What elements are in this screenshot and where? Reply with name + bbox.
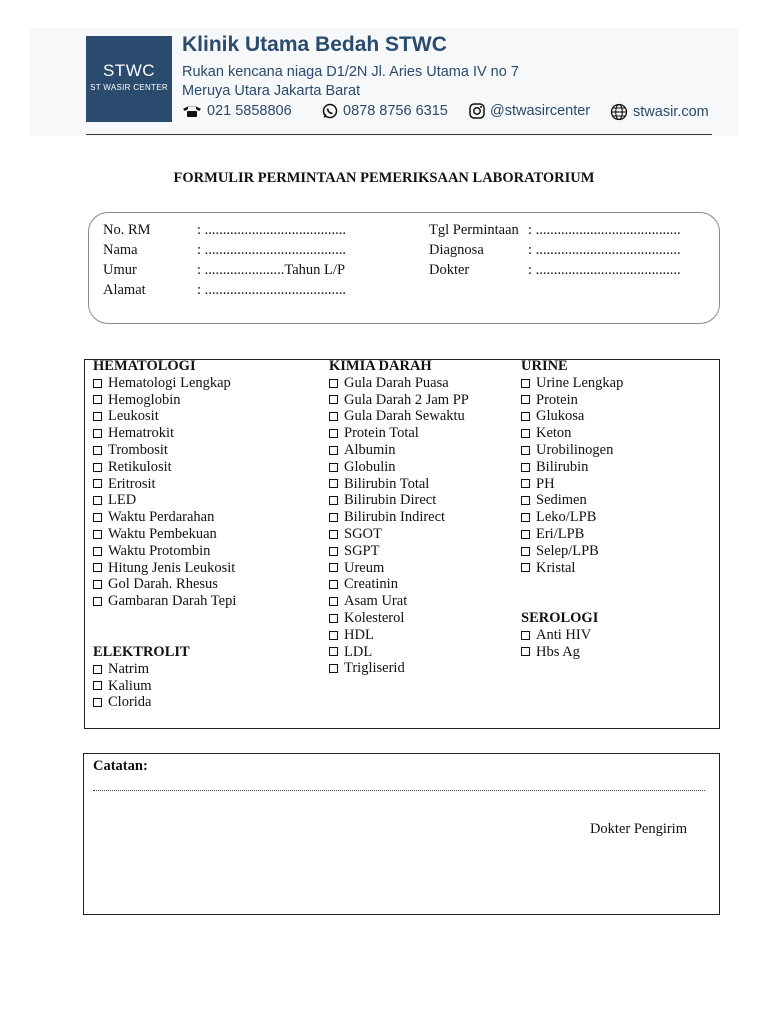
nama-field[interactable]: : .......................................	[197, 242, 347, 258]
test-option-hbs-ag[interactable]	[521, 644, 598, 661]
test-option-label: Eritrosit	[108, 475, 156, 492]
kimia-darah-section	[329, 358, 469, 677]
test-option-sgot[interactable]	[329, 526, 469, 543]
test-option-clorida[interactable]	[93, 694, 190, 711]
test-option-label: Selep/LPB	[536, 542, 599, 559]
checkbox[interactable]	[521, 429, 530, 438]
checkbox[interactable]	[329, 379, 338, 388]
globe-icon	[610, 103, 628, 121]
serologi-list	[521, 627, 598, 661]
checkbox[interactable]	[521, 496, 530, 505]
test-option-label: Hitung Jenis Leukosit	[108, 559, 236, 576]
checkbox[interactable]	[93, 563, 102, 572]
checkbox[interactable]	[93, 597, 102, 606]
test-option-label: Globulin	[344, 458, 396, 475]
umur-label: Umur	[103, 262, 137, 278]
checkbox[interactable]	[93, 681, 102, 690]
test-option-leko-lpb[interactable]	[521, 509, 623, 526]
section-title-serologi: SEROLOGI	[521, 610, 599, 626]
checkbox[interactable]	[329, 563, 338, 572]
test-option-label: Eri/LPB	[536, 525, 585, 542]
whatsapp-contact	[322, 103, 448, 119]
checkbox[interactable]	[93, 547, 102, 556]
checkbox[interactable]	[93, 479, 102, 488]
test-option-keton[interactable]	[521, 425, 623, 442]
test-option-label: Hbs Ag	[536, 643, 580, 660]
test-option-label: PH	[536, 475, 555, 492]
test-option-hematologi-lengkap[interactable]	[93, 375, 236, 392]
tgl-permintaan-field[interactable]: : ........................................	[528, 222, 681, 238]
dokter-label: Dokter	[429, 262, 470, 278]
checkbox[interactable]	[521, 395, 530, 404]
checkbox[interactable]	[521, 647, 530, 656]
test-option-gula-darah-sewaktu[interactable]	[329, 408, 469, 425]
section-title-hematologi: HEMATOLOGI	[93, 358, 196, 374]
checkbox[interactable]	[329, 664, 338, 673]
section-title-urine: URINE	[521, 358, 568, 374]
test-option-bilirubin-total[interactable]	[329, 476, 469, 493]
test-option-trombosit[interactable]	[93, 442, 236, 459]
dokter-field[interactable]: : ........................................	[528, 262, 681, 278]
test-option-sedimen[interactable]	[521, 492, 623, 509]
checkbox[interactable]	[521, 563, 530, 572]
checkbox[interactable]	[93, 580, 102, 589]
whatsapp-icon	[322, 103, 338, 119]
checkbox[interactable]	[329, 513, 338, 522]
notes-box	[83, 753, 720, 915]
test-option-selep-lpb[interactable]	[521, 543, 623, 560]
test-option-label: Bilirubin Direct	[344, 492, 437, 509]
serologi-section	[521, 610, 598, 660]
test-option-label: SGPT	[344, 542, 380, 559]
section-title-elektrolit: ELEKTROLIT	[93, 644, 190, 660]
test-option-glukosa[interactable]	[521, 408, 623, 425]
phone-contact	[182, 103, 292, 119]
test-option-leukosit[interactable]	[93, 408, 236, 425]
test-option-kalium[interactable]	[93, 678, 190, 695]
test-option-label: Natrim	[108, 660, 150, 677]
checkbox[interactable]	[329, 580, 338, 589]
checkbox[interactable]	[329, 631, 338, 640]
checkbox[interactable]	[93, 412, 102, 421]
test-option-bilirubin-direct[interactable]	[329, 492, 469, 509]
diagnosa-field[interactable]: : ........................................	[528, 242, 681, 258]
test-option-urine-lengkap[interactable]	[521, 375, 623, 392]
checkbox[interactable]	[521, 631, 530, 640]
test-option-label: Sedimen	[536, 492, 587, 509]
test-option-label: Leko/LPB	[536, 509, 597, 526]
whatsapp-number: 0878 8756 6315	[343, 103, 448, 119]
checkbox[interactable]	[521, 479, 530, 488]
test-option-ph[interactable]	[521, 476, 623, 493]
checkbox[interactable]	[329, 614, 338, 623]
test-option-label: Hematologi Lengkap	[108, 374, 231, 391]
test-option-led[interactable]	[93, 492, 236, 509]
phone-number: 021 5858806	[207, 103, 292, 119]
alamat-field[interactable]: : .......................................	[197, 282, 347, 298]
test-option-protein[interactable]	[521, 392, 623, 409]
checkbox[interactable]	[329, 479, 338, 488]
checkbox[interactable]	[521, 530, 530, 539]
test-option-urobilinogen[interactable]	[521, 442, 623, 459]
checkbox[interactable]	[93, 698, 102, 707]
test-option-label: Trigliserid	[344, 660, 405, 677]
checkbox[interactable]	[329, 429, 338, 438]
test-option-label: Ureum	[344, 559, 385, 576]
test-option-label: Bilirubin Total	[344, 475, 430, 492]
checkbox[interactable]	[521, 379, 530, 388]
test-option-natrim[interactable]	[93, 661, 190, 678]
urine-list	[521, 375, 623, 577]
alamat-label: Alamat	[103, 282, 146, 298]
test-option-label: HDL	[344, 626, 374, 643]
checkbox[interactable]	[329, 395, 338, 404]
checkbox[interactable]	[329, 446, 338, 455]
clinic-name: Klinik Utama Bedah STWC	[182, 33, 447, 56]
test-option-gula-darah-puasa[interactable]	[329, 375, 469, 392]
form-title: FORMULIR PERMINTAAN PEMERIKSAAN LABORATORIUM	[173, 170, 595, 186]
urine-section	[521, 358, 623, 576]
checkbox[interactable]	[93, 446, 102, 455]
test-option-gambaran-darah-tepi[interactable]	[93, 593, 236, 610]
umur-field[interactable]: : ......................Tahun L/P	[197, 262, 346, 278]
website-url: stwasir.com	[633, 104, 709, 120]
test-option-label: Urobilinogen	[536, 441, 614, 458]
test-option-label: Bilirubin Indirect	[344, 509, 446, 526]
test-option-hemoglobin[interactable]	[93, 392, 236, 409]
logo-subtext: ST WASIR CENTER	[90, 83, 168, 92]
test-option-label: Albumin	[344, 441, 396, 458]
test-option-hematrokit[interactable]	[93, 425, 236, 442]
test-option-label: LED	[108, 492, 137, 509]
test-option-label: Retikulosit	[108, 458, 172, 475]
test-option-anti-hiv[interactable]	[521, 627, 598, 644]
test-option-label: Kristal	[536, 559, 576, 576]
test-option-label: Keton	[536, 425, 572, 442]
checkbox[interactable]	[329, 647, 338, 656]
checkbox[interactable]	[329, 547, 338, 556]
test-option-label: Clorida	[108, 694, 152, 711]
checkbox[interactable]	[521, 446, 530, 455]
test-option-label: Gol Darah. Rhesus	[108, 576, 218, 593]
test-option-bilirubin-indirect[interactable]	[329, 509, 469, 526]
test-option-label: Trombosit	[108, 441, 168, 458]
test-option-label: Gula Darah Sewaktu	[344, 408, 465, 425]
checkbox[interactable]	[93, 379, 102, 388]
checkbox[interactable]	[93, 463, 102, 472]
checkbox[interactable]	[93, 395, 102, 404]
test-option-gula-darah-2-jam-pp[interactable]	[329, 392, 469, 409]
elektrolit-section	[93, 644, 190, 711]
test-option-hitung-jenis-leukosit[interactable]	[93, 560, 236, 577]
checkbox[interactable]	[521, 547, 530, 556]
test-option-albumin[interactable]	[329, 442, 469, 459]
checkbox[interactable]	[521, 412, 530, 421]
test-option-kolesterol[interactable]	[329, 610, 469, 627]
checkbox[interactable]	[521, 463, 530, 472]
test-option-trigliserid[interactable]	[329, 660, 469, 677]
test-option-eritrosit[interactable]	[93, 476, 236, 493]
diagnosa-label: Diagnosa	[429, 242, 484, 258]
instagram-handle: @stwasircenter	[490, 103, 591, 119]
checkbox[interactable]	[329, 496, 338, 505]
test-option-protein-total[interactable]	[329, 425, 469, 442]
test-option-label: Waktu Perdarahan	[108, 509, 215, 526]
notes-label: Catatan:	[93, 758, 148, 774]
instagram-contact	[469, 103, 590, 119]
checkbox[interactable]	[93, 429, 102, 438]
checkbox[interactable]	[521, 513, 530, 522]
notes-line[interactable]	[93, 790, 705, 791]
test-option-label: Glukosa	[536, 408, 585, 425]
test-option-label: Gambaran Darah Tepi	[108, 593, 237, 610]
checkbox[interactable]	[93, 665, 102, 674]
test-option-waktu-protombin[interactable]	[93, 543, 236, 560]
test-option-waktu-pembekuan[interactable]	[93, 526, 236, 543]
test-option-label: Gula Darah 2 Jam PP	[344, 391, 469, 408]
checkbox[interactable]	[329, 530, 338, 539]
checkbox[interactable]	[93, 530, 102, 539]
test-option-label: Bilirubin	[536, 458, 589, 475]
test-option-label: Hemoglobin	[108, 391, 181, 408]
elektrolit-list	[93, 661, 190, 711]
test-option-label: Protein Total	[344, 425, 419, 442]
website-contact	[610, 103, 709, 121]
no-rm-field[interactable]: : .......................................	[197, 222, 347, 238]
test-option-gol-darah-rhesus[interactable]	[93, 576, 236, 593]
test-option-ureum[interactable]	[329, 560, 469, 577]
test-option-label: Asam Urat	[344, 593, 408, 610]
section-title-kimia-darah: KIMIA DARAH	[329, 358, 432, 374]
nama-label: Nama	[103, 242, 138, 258]
checkbox[interactable]	[329, 597, 338, 606]
address-line-2: Meruya Utara Jakarta Barat	[182, 83, 361, 99]
test-option-retikulosit[interactable]	[93, 459, 236, 476]
test-option-eri-lpb[interactable]	[521, 526, 623, 543]
test-option-label: Urine Lengkap	[536, 374, 624, 391]
header-divider	[86, 134, 712, 135]
test-option-kristal[interactable]	[521, 560, 623, 577]
address-line-1: Rukan kencana niaga D1/2N Jl. Aries Utama IV no 7	[182, 64, 519, 80]
test-option-ldl[interactable]	[329, 644, 469, 661]
test-option-label: Protein	[536, 391, 578, 408]
clinic-logo	[86, 36, 172, 122]
test-option-label: Waktu Pembekuan	[108, 525, 217, 542]
test-option-label: Hematrokit	[108, 425, 175, 442]
test-option-label: Kolesterol	[344, 609, 405, 626]
checkbox[interactable]	[329, 412, 338, 421]
kimia-darah-list	[329, 375, 469, 677]
test-option-label: SGOT	[344, 525, 382, 542]
test-option-label: Anti HIV	[536, 626, 592, 643]
hematologi-section	[93, 358, 236, 610]
logo-text: STWC	[102, 61, 156, 80]
checkbox[interactable]	[329, 463, 338, 472]
test-option-label: LDL	[344, 643, 373, 660]
tgl-permintaan-label: Tgl Permintaan	[429, 222, 519, 238]
test-option-hdl[interactable]	[329, 627, 469, 644]
test-option-label: Leukosit	[108, 408, 159, 425]
test-option-label: Gula Darah Puasa	[344, 374, 449, 391]
instagram-icon	[469, 103, 485, 119]
checkbox[interactable]	[93, 513, 102, 522]
checkbox[interactable]	[93, 496, 102, 505]
phone-icon	[182, 104, 202, 118]
test-option-bilirubin[interactable]	[521, 459, 623, 476]
test-option-globulin[interactable]	[329, 459, 469, 476]
test-option-waktu-perdarahan[interactable]	[93, 509, 236, 526]
test-option-label: Kalium	[108, 677, 152, 694]
signer-label: Dokter Pengirim	[589, 821, 687, 837]
test-option-label: Waktu Protombin	[108, 542, 211, 559]
hematologi-list	[93, 375, 236, 610]
test-option-label: Creatinin	[344, 576, 398, 593]
test-option-creatinin[interactable]	[329, 576, 469, 593]
test-option-asam-urat[interactable]	[329, 593, 469, 610]
no-rm-label: No. RM	[103, 222, 151, 238]
test-option-sgpt[interactable]	[329, 543, 469, 560]
